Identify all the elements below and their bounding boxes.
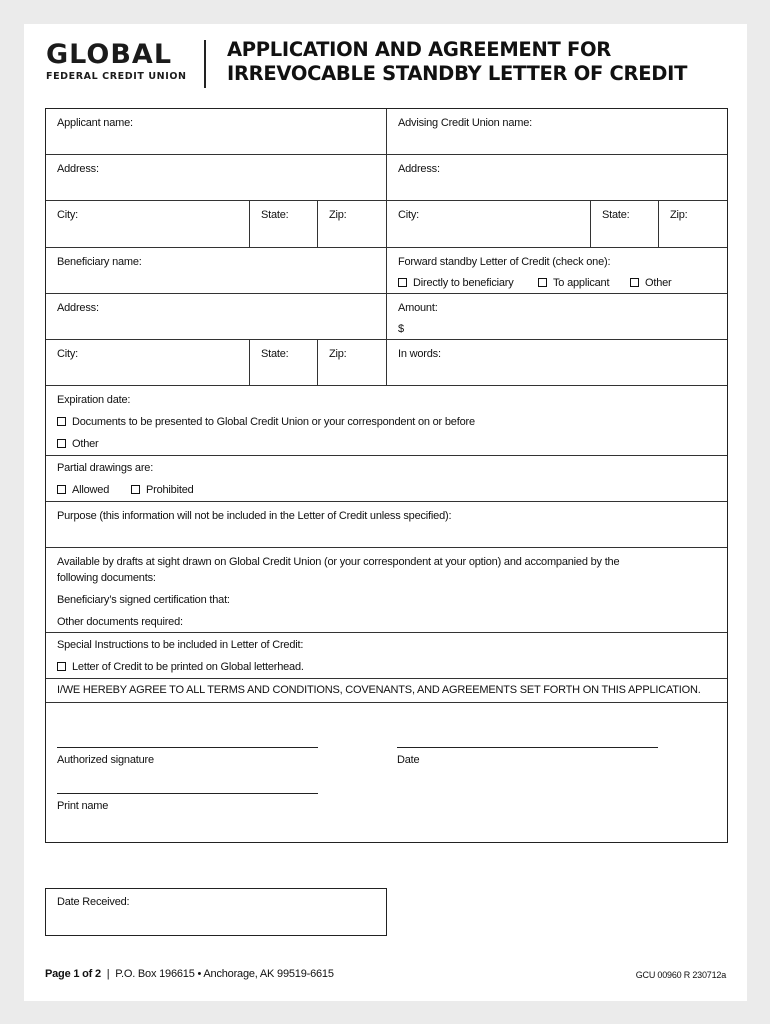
footer-separator: | [106, 968, 110, 980]
footer-address: P.O. Box 196615 • Anchorage, AK 99519-6615 [115, 968, 334, 980]
beneficiary-state-label: State: [261, 348, 289, 360]
forward-label: Forward standby Letter of Credit (check one): [398, 256, 611, 268]
checkbox-icon [538, 278, 547, 287]
row-special-instructions [46, 633, 727, 679]
amount-field[interactable] [386, 294, 727, 339]
advising-cu-name-field[interactable] [386, 109, 727, 154]
checkbox-icon [630, 278, 639, 287]
form-title-line-2: IRREVOCABLE STANDBY LETTER OF CREDIT [227, 62, 688, 85]
row-agreement [46, 679, 727, 703]
available-line-2: following documents: [57, 572, 156, 584]
row-names [46, 109, 727, 155]
allowed-checkbox[interactable]: Allowed [57, 484, 109, 496]
beneficiary-address-field[interactable] [46, 294, 386, 339]
advising-cu-name-label: Advising Credit Union name: [398, 117, 533, 129]
applicant-zip-field[interactable] [317, 201, 386, 247]
print-name-label: Print name [57, 800, 109, 812]
row-expiration [46, 386, 727, 456]
documents-presented-checkbox[interactable]: Documents to be presented to Global Credit Union or your correspondent on or before [57, 416, 475, 428]
applicant-address-field[interactable] [46, 155, 386, 200]
other-documents-label: Other documents required: [57, 616, 183, 628]
advising-state-field[interactable] [590, 201, 658, 247]
available-line-1: Available by drafts at sight drawn on Global Credit Union (or your correspondent at your option) and accompanied by the [57, 556, 620, 568]
amount-label: Amount: [398, 302, 438, 314]
form-title-line-1: APPLICATION AND AGREEMENT FOR [227, 38, 611, 61]
forward-beneficiary-checkbox[interactable]: Directly to beneficiary [398, 277, 514, 289]
applicant-city-label: City: [57, 209, 79, 221]
advising-address-field[interactable] [386, 155, 727, 200]
row-available-documents [46, 548, 727, 633]
footer-left [45, 968, 334, 980]
letterhead-checkbox[interactable]: Letter of Credit to be printed on Global letterhead. [57, 661, 304, 673]
advising-zip-label: Zip: [670, 209, 688, 221]
expiration-other-checkbox[interactable]: Other [57, 438, 99, 450]
row-city-inwords [46, 340, 727, 386]
forward-other-checkbox[interactable]: Other [630, 277, 672, 289]
purpose-label: Purpose (this information will not be included in the Letter of Credit unless specified): [57, 510, 452, 522]
form-page [24, 24, 747, 1001]
checkbox-icon [131, 485, 140, 494]
expiration-label: Expiration date: [57, 394, 131, 406]
forward-section [386, 248, 727, 293]
amount-in-words-field[interactable] [386, 340, 727, 385]
date-received-label: Date Received: [57, 896, 130, 908]
date-label: Date [397, 754, 420, 766]
row-addresses [46, 155, 727, 201]
applicant-name-field[interactable] [46, 109, 386, 154]
advising-city-label: City: [398, 209, 420, 221]
logo-subtitle: FEDERAL CREDIT UNION [46, 71, 187, 82]
signature-line[interactable] [57, 747, 318, 748]
advising-city-field[interactable] [386, 201, 590, 247]
applicant-state-field[interactable] [249, 201, 317, 247]
row-partial-drawings [46, 456, 727, 502]
row-address-amount [46, 294, 727, 340]
checkbox-icon [57, 417, 66, 426]
beneficiary-state-field[interactable] [249, 340, 317, 385]
global-logo [46, 40, 187, 82]
advising-zip-field[interactable] [658, 201, 727, 247]
advising-state-label: State: [602, 209, 630, 221]
row-signatures [46, 703, 727, 842]
date-line[interactable] [397, 747, 658, 748]
beneficiary-city-field[interactable] [46, 340, 249, 385]
beneficiary-zip-label: Zip: [329, 348, 347, 360]
row-city-state-zip [46, 201, 727, 248]
special-instructions-label: Special Instructions to be included in Letter of Credit: [57, 639, 304, 651]
beneficiary-city-label: City: [57, 348, 79, 360]
checkbox-icon [57, 439, 66, 448]
forward-applicant-checkbox[interactable]: To applicant [538, 277, 609, 289]
page-number: Page 1 of 2 [45, 968, 101, 980]
logo-wordmark: GLOBAL [46, 39, 173, 70]
checkbox-icon [57, 485, 66, 494]
agreement-text: I/WE HEREBY AGREE TO ALL TERMS AND CONDITIONS, COVENANTS, AND AGREEMENTS SET FORTH ON THIS APPLICATION. [57, 684, 701, 696]
beneficiary-address-label: Address: [57, 302, 99, 314]
prohibited-checkbox[interactable]: Prohibited [131, 484, 194, 496]
beneficiary-name-label: Beneficiary name: [57, 256, 142, 268]
applicant-city-field[interactable] [46, 201, 249, 247]
row-beneficiary-forward [46, 248, 727, 294]
applicant-name-label: Applicant name: [57, 117, 133, 129]
beneficiary-name-field[interactable] [46, 248, 386, 293]
in-words-label: In words: [398, 348, 441, 360]
applicant-zip-label: Zip: [329, 209, 347, 221]
dollar-sign: $ [398, 323, 404, 335]
advising-address-label: Address: [398, 163, 440, 175]
beneficiary-certification-label: Beneficiary’s signed certification that: [57, 594, 230, 606]
checkbox-icon [398, 278, 407, 287]
application-form [45, 108, 728, 843]
row-purpose[interactable] [46, 502, 727, 548]
applicant-state-label: State: [261, 209, 289, 221]
header-divider [204, 40, 206, 88]
applicant-address-label: Address: [57, 163, 99, 175]
checkbox-icon [57, 662, 66, 671]
print-name-line[interactable] [57, 793, 318, 794]
beneficiary-zip-field[interactable] [317, 340, 386, 385]
form-code: GCU 00960 R 230712a [635, 970, 726, 980]
authorized-signature-label: Authorized signature [57, 754, 154, 766]
date-received-box[interactable] [45, 888, 387, 936]
form-title [227, 38, 687, 86]
partial-drawings-label: Partial drawings are: [57, 462, 154, 474]
